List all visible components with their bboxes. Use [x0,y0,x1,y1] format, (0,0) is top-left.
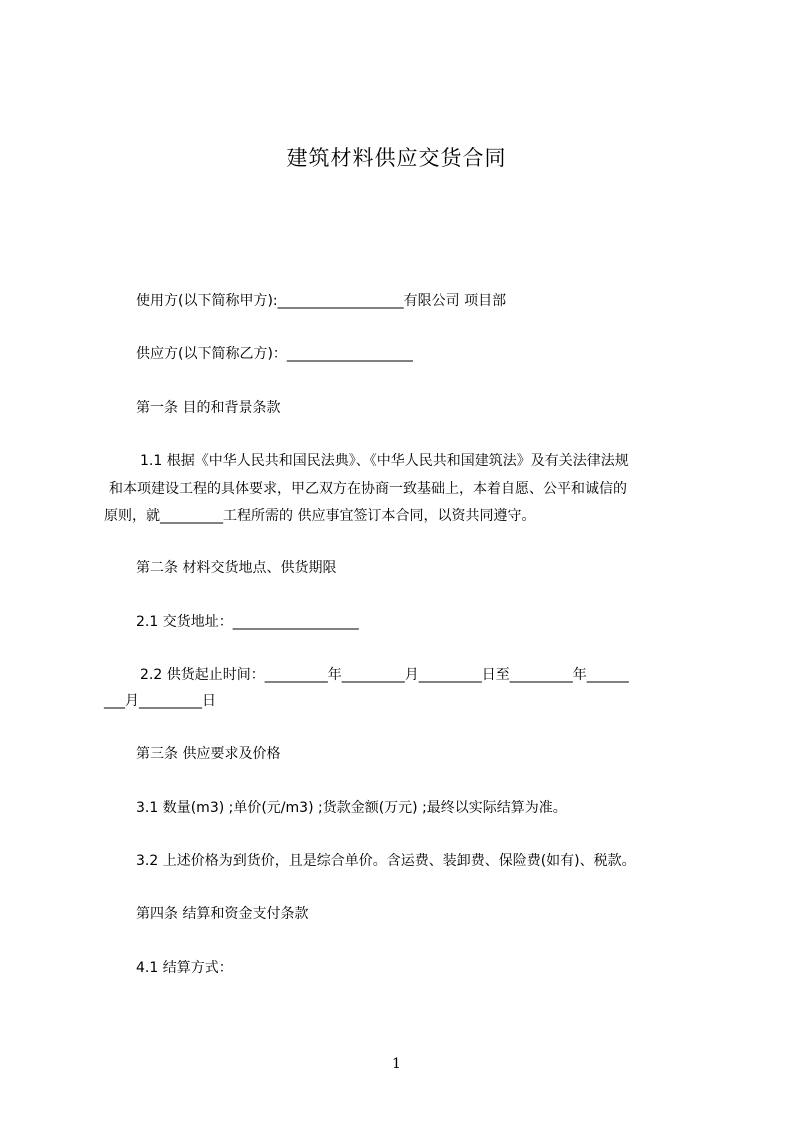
clause-2-2-line-1: 2.2 供货起止时间：_________年_________月_________日至_________年______ [140,667,629,683]
clause-1-1-line-1: 1.1 根据《中华人民共和国民法典》、《中华人民共和国建筑法》及有关法律法规 [140,453,629,469]
page-number: 1 [392,1056,401,1072]
clause-2-1: 2.1 交货地址：__________________ [136,614,359,630]
article-1-heading: 第一条 目的和背景条款 [136,400,281,416]
clause-1-1-line-2: 和本项建设工程的具体要求，甲乙双方在协商一致基础上，本着自愿、公平和诚信的 [109,481,627,497]
clause-2-2-line-2: ___月_________日 [104,693,216,709]
article-4-heading: 第四条 结算和资金支付条款 [136,906,309,922]
clause-3-1: 3.1 数量(m3) ;单价(元/m3) ;货款金额(万元) ;最终以实际结算为准。 [136,800,567,816]
clause-3-2: 3.2 上述价格为到货价，且是综合单价。含运费、装卸费、保险费(如有)、税款。 [136,853,636,869]
article-2-heading: 第二条 材料交货地点、供货期限 [136,560,337,576]
document-title: 建筑材料供应交货合同 [286,146,507,170]
party-b-line: 供应方(以下简称乙方)：__________________ [136,346,413,362]
article-3-heading: 第三条 供应要求及价格 [136,746,281,762]
party-a-line: 使用方(以下简称甲方):__________________有限公司 项目部 [136,293,507,309]
clause-4-1: 4.1 结算方式： [136,960,233,976]
clause-1-1-line-3: 原则，就_________工程所需的 供应事宜签订本合同，以资共同遵守。 [104,508,536,524]
